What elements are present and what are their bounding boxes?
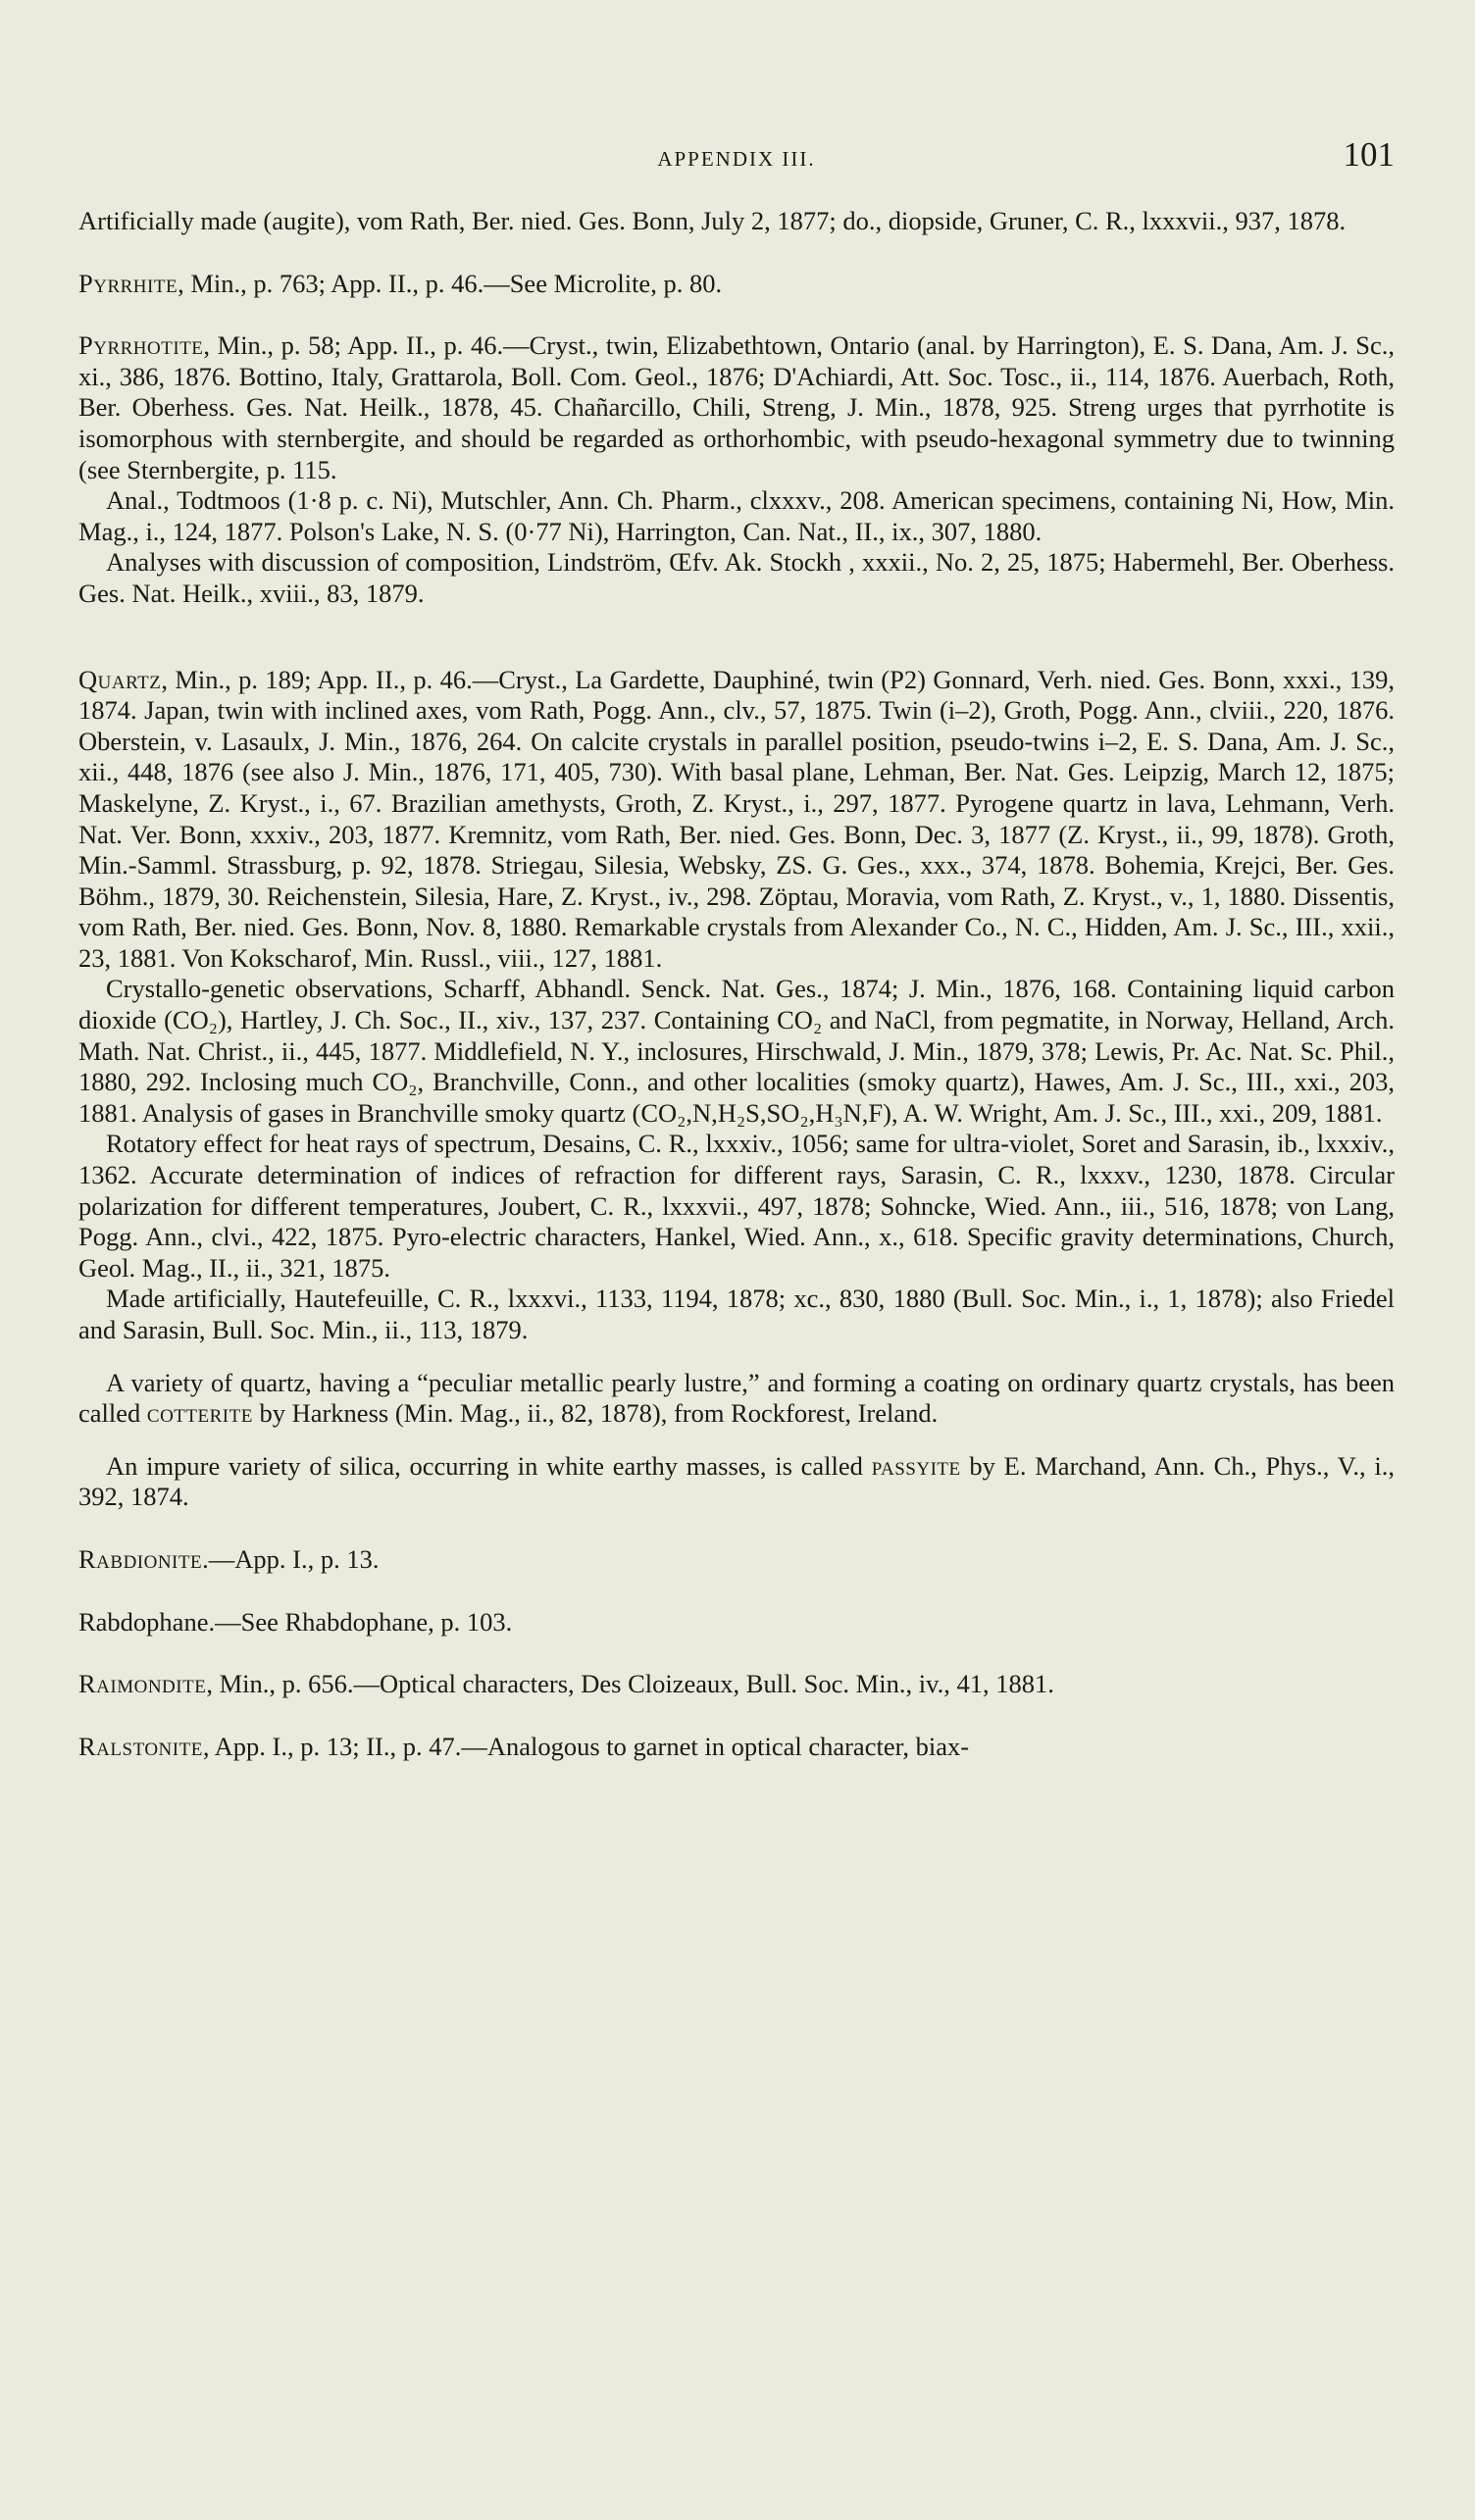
paragraph-pyrrhotite-analyses: Analyses with discussion of composition, Lindström, Œfv. Ak. Stockh , xxxii., No. 2, 25, 1875; Habermehl, Ber. Oberhess. Ges. Nat. Heilk., xviii., 83, 1879. [78,547,1395,608]
paragraph-quartz-made: Made artificially, Hautefeuille, C. R., lxxxvi., 1133, 1194, 1878; xc., 830, 1880 (Bull. Soc. Min., i., 1, 1878); also Friedel and Sarasin, Bull. Soc. Min., ii., 113, 1879. [78,1284,1395,1344]
entry-rabdophane: Rabdophane.—See Rhabdophane, p. 103. [78,1606,513,1637]
paragraph-cotterite [78,1368,1395,1430]
entry-body: , Min., p. 763; App. II., p. 46.—See Microlite, p. 80. [178,268,723,298]
page-header [78,135,1395,194]
entry-head: Raimondite [78,1669,207,1699]
entry-pyrrhotite [78,330,1395,485]
entry-head: Rabdionite [78,1543,203,1574]
entry-raimondite [78,1669,1395,1700]
entry-head: Pyrrhotite [78,330,204,361]
entry-body: , App. I., p. 13; II., p. 47.—Analogous to garnet in optical character, biax- [202,1731,970,1761]
entry-body: , Min., p. 189; App. II., p. 46.—Cryst., La Gardette, Dauphiné, twin (P2) Gonnard, Verh. nied. Ges. Bonn, xxxi., 139, 1874. Japan, twin with inclined axes, vom Rath, Pogg. Ann., clv., 57, 1875. Twin (i–2), Groth, Pogg. Ann., clviii., 220, 1876. Oberstein, v. Lasaulx, J. Min., 1876, 264. On calcite crystals in parallel position, pseudo-twins i–2, E. S. Dana, Am. J. Sc., xii., 448, 1876 (see also J. Min., 1876, 171, 405, 730). With basal plane, Lehman, Ber. Nat. Ges. Leipzig, March 12, 1875; Maskelyne, Z. Kryst., i., 67. Brazilian amethysts, Groth, Z. Kryst., i., 297, 1877. Pyrogene quartz in lava, Lehmann, Verh. Nat. Ver. Bonn, xxxiv., 203, 1877. Kremnitz, vom Rath, Ber. nied. Ges. Bonn, Dec. 3, 1877 (Z. Kryst., ii., 99, 1878). Groth, Min.-Samml. Strassburg, p. 92, 1878. Striegau, Silesia, Websky, ZS. G. Ges., xxx., 374, 1878. Bohemia, Krejci, Ber. Ges. Böhm., 1879, 30. Reichenstein, Silesia, Hare, Z. Kryst., iv., 298. Zöptau, Moravia, vom Rath, Z. Kryst., v., 1, 1880. Dissentis, vom Rath, Ber. nied. Ges. Bonn, Nov. 8, 1880. Remarkable crystals from Alexander Co., N. C., Hidden, Am. J. Sc., III., xxii., 23, 1881. Von Kokscharof, Min. Russl., viii., 127, 1881. [78,664,1395,973]
entry-rabdionite [78,1544,1395,1576]
paragraph-quartz-crystallo: Crystallo-genetic observations, Scharff, Abhandl. Senck. Nat. Ges., 1874; J. Min., 1876, 168. Containing liquid carbon dioxide (CO₂), Hartley, J. Ch. Soc., II., xiv., 137, 237. Containing CO₂ and NaCl, from pegmatite, in Norway, Helland, Arch. Math. Nat. Christ., ii., 445, 1877. Middlefield, N. Y., inclosures, Hirschwald, J. Min., 1879, 378; Lewis, Pr. Ac. Nat. Sc. Phil., 1880, 292. Inclosing much CO₂, Branchville, Conn., and other localities (smoky quartz), Hawes, Am. J. Sc., III., xxi., 203, 1881. Analysis of gases in Branchville smoky quartz (CO₂,N,H₂S,SO₂,H₃N,F), A. W. Wright, Am. J. Sc., III., xxi., 209, 1881. [78,974,1395,1128]
paragraph-passyite [78,1451,1395,1513]
entry-ralstonite [78,1732,1395,1763]
paragraph-pyrrhotite-anal: Anal., Todtmoos (1·8 p. c. Ni), Mutschler, Ann. Ch. Pharm., clxxxv., 208. American specimens, containing Ni, How, Min. Mag., i., 124, 1877. Polson's Lake, N. S. (0·77 Ni), Harrington, Can. Nat., II., ix., 307, 1880. [78,485,1395,546]
entry-head: Ralstonite [78,1731,203,1761]
entry-quartz [78,665,1395,975]
paragraph-artificial-augite: Artificially made (augite), vom Rath, Ber. nied. Ges. Bonn, July 2, 1877; do., diopside, Gruner, C. R., lxxxvii., 937, 1878. [78,206,1347,235]
body-text [78,206,1395,1762]
page-number: 101 [1343,135,1395,174]
term-cotterite: cotterite [146,1398,253,1429]
entry-body: , Min., p. 656.—Optical characters, Des Cloizeaux, Bull. Soc. Min., iv., 41, 1881. [206,1669,1054,1699]
entry-body: .—App. I., p. 13. [202,1543,380,1574]
text-run: An impure variety of silica, occurring in white earthy masses, is called [106,1450,872,1481]
text-run: by E. Marchand, Ann. Ch., Phys., V., i., 392, 1874. [78,1450,1395,1512]
entry-head: Pyrrhite [78,268,178,298]
text-run: A variety of quartz, having a “peculiar metallic pearly lustre,” and forming a coating on ordinary quartz crystals, has been called [78,1367,1395,1429]
entry-pyrrhite [78,269,1395,300]
text-run: by Harkness (Min. Mag., ii., 82, 1878), from Rockforest, Ireland. [252,1398,939,1429]
term-passyite: passyite [871,1450,961,1481]
entry-body: , Min., p. 58; App. II., p. 46.—Cryst., twin, Elizabethtown, Ontario (anal. by Harrington), E. S. Dana, Am. J. Sc., xi., 386, 1876. Bottino, Italy, Grattarola, Boll. Com. Geol., 1876; D'Achiardi, Att. Soc. Tosc., ii., 114, 1876. Auerbach, Roth, Ber. Oberhess. Ges. Nat. Heilk., 1878, 45. Chañarcillo, Chili, Streng, J. Min., 1878, 925. Streng urges that pyrrhotite is isomorphous with sternbergite, and should be regarded as orthorhombic, with pseudo-hexagonal symmetry due to twinning (see Sternbergite, p. 115. [78,330,1395,484]
running-head: APPENDIX III. [657,147,816,171]
entry-head: Quartz [78,664,162,694]
paragraph-quartz-rotatory: Rotatory effect for heat rays of spectrum, Desains, C. R., lxxxiv., 1056; same for ultra-violet, Soret and Sarasin, ib., lxxxiv., 1362. Accurate determination of indices of refraction for different rays, Sarasin, C. R., lxxxv., 1230, 1878. Circular polarization for different temperatures, Joubert, C. R., lxxxvii., 497, 1878; Sohncke, Wied. Ann., iii., 516, 1878; von Lang, Pogg. Ann., clvi., 422, 1875. Pyro-electric characters, Hankel, Wied. Ann., x., 618. Specific gravity determinations, Church, Geol. Mag., II., ii., 321, 1875. [78,1129,1395,1283]
